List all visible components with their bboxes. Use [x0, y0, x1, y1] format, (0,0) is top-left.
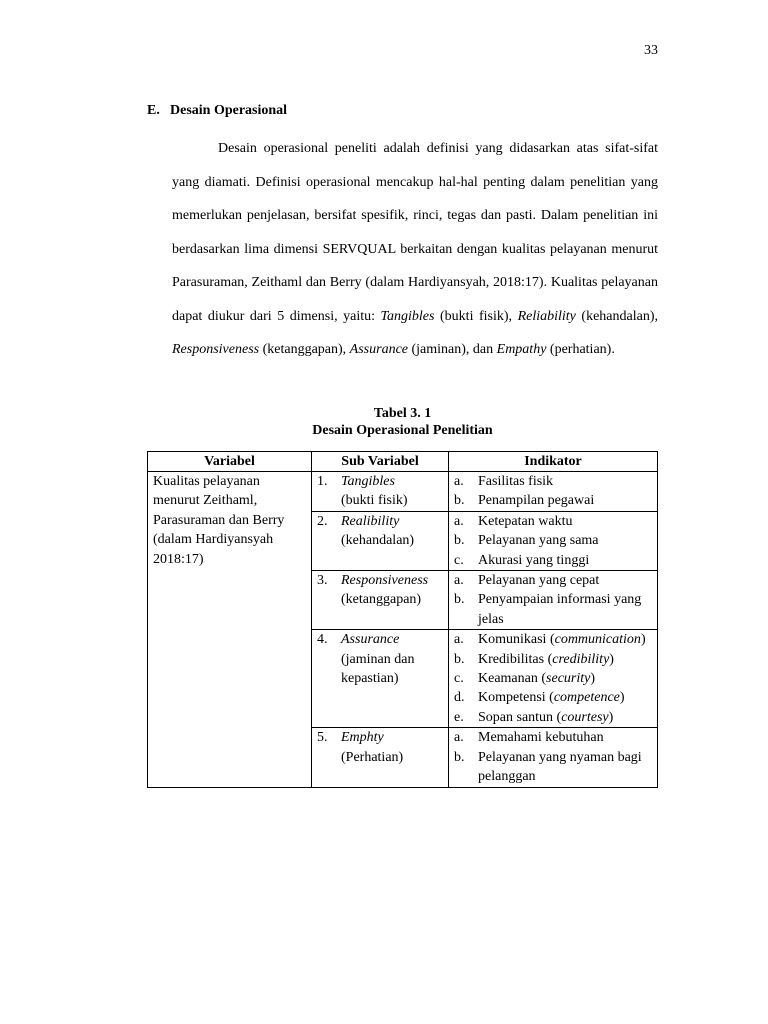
- paragraph-text: [172, 132, 658, 367]
- table-caption: [147, 405, 658, 439]
- indikator-text: [478, 708, 652, 727]
- header-sub-variabel: Sub Variabel: [312, 452, 449, 472]
- indikator-item: [454, 491, 652, 510]
- indikator-segment: Pelayanan yang cepat: [478, 573, 600, 589]
- header-variabel: Variabel: [148, 452, 312, 472]
- indikator-text: [478, 551, 652, 570]
- paragraph-segment: Desain operasional peneliti adalah definisi yang didasarkan atas sifat-sifat yang diamati. Definisi operasional mencakup hal-hal penting dalam penelitian yang memerlukan penjelasan, bersifat spesifik, rinci, tegas dan pasti. Dalam penelitian ini berdasarkan lima dimensi SERVQUAL berkaitan dengan kualitas pelayanan menurut Parasuraman, Zeithaml dan Berry (dalam Hardiyansyah, 2018:17). Kualitas pelayanan dapat diukur dari 5 dimensi, yaitu:: [172, 141, 658, 324]
- indikator-segment: Penampilan pegawai: [478, 493, 595, 509]
- paragraph-segment: (perhatian).: [546, 342, 615, 357]
- indikator-term: communication: [554, 632, 641, 648]
- sub-variabel-desc: (jaminan dan kepastian): [341, 651, 415, 687]
- indikator-segment: ): [590, 671, 596, 687]
- indikator-letter: c.: [454, 671, 464, 687]
- indikator-letter: b.: [454, 493, 465, 509]
- variabel-cell: Kualitas pelayanan menurut Zeithaml, Parasuraman dan Berry (dalam Hardiyansyah 2018:17): [148, 472, 312, 788]
- sub-variabel-cell: [312, 511, 449, 570]
- indikator-segment: Fasilitas fisik: [478, 474, 554, 489]
- indikator-text: [478, 748, 652, 787]
- indikator-cell: [449, 571, 658, 630]
- sub-variabel-text: [341, 630, 443, 688]
- sub-variabel-desc: (bukti fisik): [341, 493, 408, 509]
- sub-variabel-number: 1.: [317, 474, 328, 489]
- indikator-segment: Penyampaian informasi yang jelas: [478, 592, 642, 627]
- indikator-text: [478, 571, 652, 590]
- indikator-item: [454, 590, 652, 629]
- sub-variabel-item: [317, 512, 443, 551]
- paragraph-segment: (kehandalan),: [575, 308, 658, 324]
- indikator-text: [478, 491, 652, 510]
- sub-variabel-cell: [312, 728, 449, 787]
- page-number: 33: [644, 43, 658, 58]
- indikator-segment: ): [609, 651, 614, 667]
- indikator-letter: a.: [454, 513, 464, 529]
- sub-variabel-cell: [312, 472, 449, 512]
- table-number: Tabel 3. 1: [373, 406, 432, 421]
- sub-variabel-name: Responsiveness: [341, 573, 429, 589]
- indikator-text: [478, 630, 652, 649]
- section-heading: [147, 103, 287, 119]
- indikator-text: [478, 728, 652, 747]
- indikator-cell: [449, 630, 658, 728]
- sub-variabel-desc: (kehandalan): [341, 533, 415, 549]
- indikator-segment: Keamanan (: [478, 671, 547, 687]
- sub-variabel-number: 5.: [317, 730, 328, 746]
- section-letter: E.: [147, 103, 160, 118]
- indikator-letter: b.: [454, 592, 465, 608]
- indikator-segment: Kredibilitas (: [478, 651, 553, 667]
- italic-term: Reliability: [517, 308, 576, 324]
- table-row: [148, 472, 658, 512]
- body-paragraph: [172, 132, 658, 367]
- indikator-term: courtesy: [561, 709, 609, 725]
- indikator-letter: b.: [454, 533, 465, 549]
- italic-term: Responsiveness: [172, 342, 260, 357]
- indikator-segment: Akurasi yang tinggi: [478, 552, 590, 568]
- indikator-letter: a.: [454, 632, 464, 648]
- indikator-item: [454, 650, 652, 669]
- indikator-cell: [449, 511, 658, 570]
- sub-variabel-text: [341, 512, 443, 551]
- sub-variabel-name: Realibility: [341, 513, 400, 529]
- indikator-item: [454, 669, 652, 688]
- indikator-segment: ): [608, 709, 614, 725]
- operational-design-table: [147, 451, 658, 788]
- indikator-segment: Kompetensi (: [478, 690, 554, 706]
- sub-variabel-text: [341, 571, 443, 610]
- sub-variabel-name: Tangibles: [341, 474, 395, 489]
- indikator-text: [478, 472, 652, 491]
- sub-variabel-desc: (ketanggapan): [341, 592, 422, 608]
- indikator-cell: [449, 472, 658, 512]
- indikator-text: [478, 688, 652, 707]
- sub-variabel-name: Emphty: [341, 730, 384, 746]
- indikator-letter: b.: [454, 749, 465, 765]
- table-title: Desain Operasional Penelitian: [312, 423, 493, 438]
- sub-variabel-cell: [312, 630, 449, 728]
- sub-variabel-name: Assurance: [341, 632, 400, 648]
- indikator-item: [454, 728, 652, 747]
- indikator-letter: a.: [454, 474, 464, 489]
- indikator-letter: d.: [454, 690, 465, 706]
- indikator-item: [454, 630, 652, 649]
- indikator-item: [454, 571, 652, 590]
- sub-variabel-number: 4.: [317, 632, 328, 648]
- sub-variabel-number: 2.: [317, 513, 328, 529]
- paragraph-segment: (jaminan), dan: [408, 342, 497, 357]
- paragraph-segment: (bukti fisik),: [434, 308, 518, 324]
- indikator-segment: ): [619, 690, 625, 706]
- indikator-term: credibility: [552, 651, 610, 667]
- indikator-letter: a.: [454, 573, 464, 589]
- indikator-letter: a.: [454, 730, 464, 746]
- indikator-text: [478, 650, 652, 669]
- italic-term: Tangibles: [380, 308, 435, 324]
- sub-variabel-desc: (Perhatian): [341, 749, 404, 765]
- indikator-segment: Komunikasi (: [478, 632, 555, 648]
- sub-variabel-item: [317, 728, 443, 767]
- sub-variabel-number: 3.: [317, 573, 328, 589]
- indikator-text: [478, 669, 652, 688]
- indikator-term: competence: [553, 690, 620, 706]
- indikator-letter: b.: [454, 651, 465, 667]
- indikator-segment: Pelayanan yang nyaman bagi pelanggan: [478, 749, 642, 785]
- indikator-item: [454, 531, 652, 550]
- header-indikator: Indikator: [449, 452, 658, 472]
- indikator-text: [478, 512, 652, 531]
- sub-variabel-item: [317, 630, 443, 688]
- indikator-item: [454, 551, 652, 570]
- section-title: Desain Operasional: [170, 103, 288, 118]
- paragraph-segment: (ketanggapan),: [259, 342, 350, 357]
- indikator-item: [454, 708, 652, 727]
- indikator-item: [454, 688, 652, 707]
- indikator-cell: [449, 728, 658, 787]
- indikator-item: [454, 748, 652, 787]
- indikator-item: [454, 512, 652, 531]
- indikator-letter: c.: [454, 552, 464, 568]
- indikator-segment: Sopan santun (: [478, 709, 562, 725]
- indikator-segment: ): [640, 632, 646, 648]
- sub-variabel-item: [317, 472, 443, 511]
- indikator-segment: Pelayanan yang sama: [478, 533, 599, 549]
- indikator-letter: e.: [454, 709, 464, 725]
- indikator-text: [478, 590, 652, 629]
- indikator-segment: Memahami kebutuhan: [478, 730, 604, 746]
- indikator-term: security: [546, 671, 591, 687]
- sub-variabel-item: [317, 571, 443, 610]
- sub-variabel-text: [341, 728, 443, 767]
- indikator-text: [478, 531, 652, 550]
- table-body: [148, 472, 658, 788]
- indikator-segment: Ketepatan waktu: [478, 513, 573, 529]
- italic-term: Empathy: [496, 342, 547, 357]
- indikator-item: [454, 472, 652, 491]
- table-header-row: [148, 452, 658, 472]
- sub-variabel-text: [341, 472, 443, 511]
- italic-term: Assurance: [349, 342, 408, 357]
- sub-variabel-cell: [312, 571, 449, 630]
